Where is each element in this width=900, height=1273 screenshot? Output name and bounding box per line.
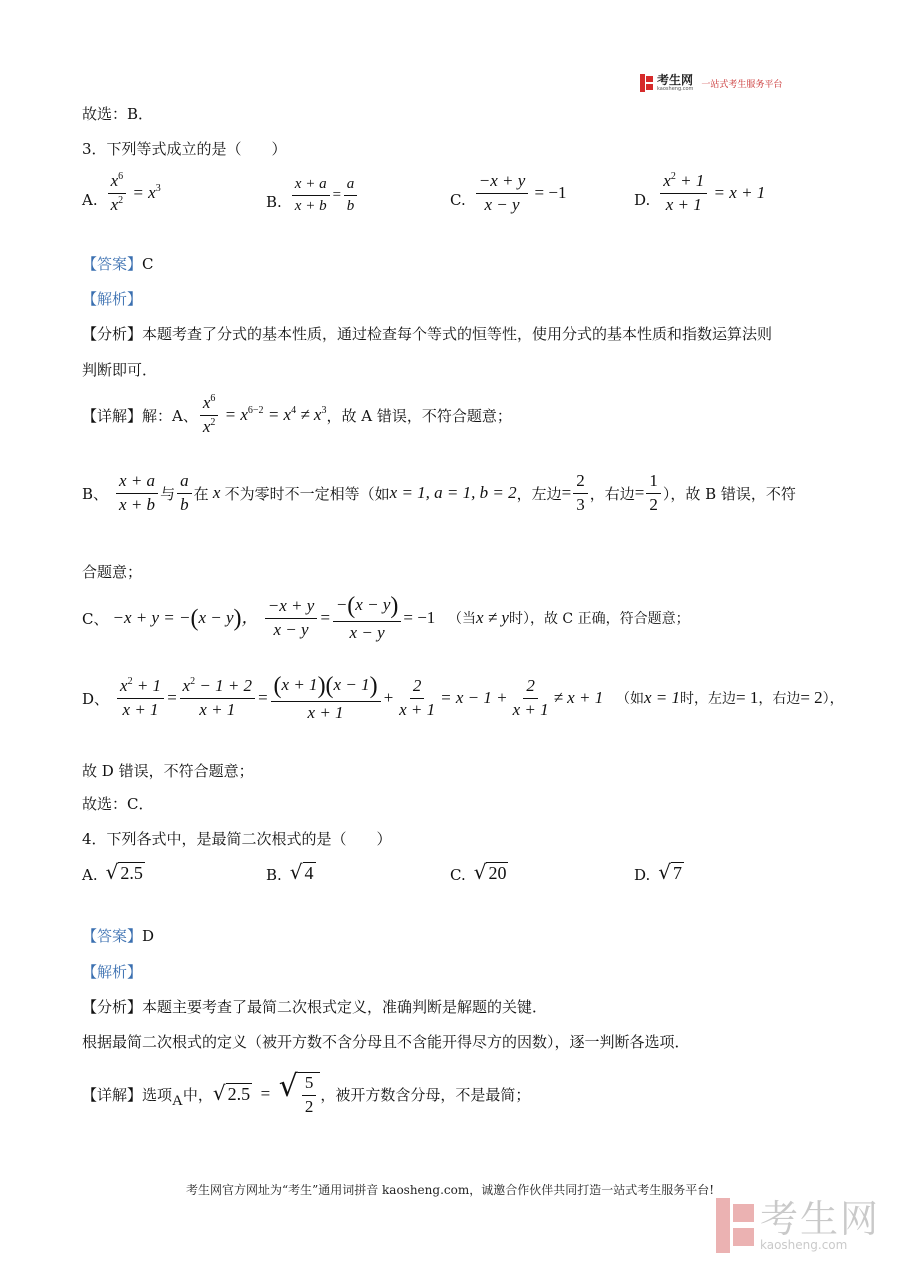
- watermark-logo: [716, 1198, 880, 1253]
- q4-option-c: C. √ 20: [450, 860, 507, 884]
- q3-fenxi-line2: 判断即可．: [82, 361, 158, 379]
- logo-name: 考生网: [657, 73, 694, 87]
- q4-option-a: A. √ 2.5: [82, 860, 143, 884]
- q3-analysis-tag: 【解析】: [82, 290, 143, 308]
- q3-option-c: C. $\frac{-x + y}{x - y}$ = −1: [450, 171, 567, 214]
- q3-detail-a: 【详解】解：A、 $\frac{x^6}{x^2}$ = $x^{6-2} = x^4 \ne x^3$ ，故 A 错误，不符合题意；: [82, 393, 512, 436]
- q3-option-a: A. $\frac{x^6}{x^2}$ = $x^3$: [82, 171, 161, 214]
- logo-domain: kaosheng.com: [657, 86, 694, 92]
- q4-analysis-tag: 【解析】: [82, 963, 143, 981]
- watermark-domain: kaosheng.com: [760, 1237, 848, 1252]
- watermark-name: 考生网: [760, 1196, 881, 1241]
- q3-conclusion: 故选：C．: [82, 795, 154, 813]
- watermark-logo-icon: [716, 1198, 754, 1253]
- q3-fenxi-line1: 【分析】本题考查了分式的基本性质，通过检查每个等式的恒等性，使用分式的基本性质和指数运算法则: [82, 325, 773, 343]
- q4-option-b: B. √ 4: [266, 860, 314, 884]
- q3-detail-d: D、 $\frac{x^2 + 1}{x + 1}$ = $\frac{x^2 - 1 + 2}{x + 1}$ = $\frac{(x + 1)(x - 1)}{x + 1}$ + $\frac{2}{x + 1}$ = x − 1 + $\frac{2}{x + 1}$ ≠ x + 1 （如 x = 1 时，左边 = 1 ，右边 = 2 ），: [82, 673, 844, 723]
- q3-option-b: B. $\frac{x + a}{x + b}$ = $\frac{a}{b}$: [266, 176, 359, 214]
- footer-text: 考生网官方网址为“考生”通用词拼音 kaosheng.com，诚邀合作伙伴共同打造一站式考生服务平台!: [185, 1183, 715, 1197]
- q3-answer: 【答案】C: [82, 255, 154, 273]
- q3-detail-d-line2: 故 D 错误，不符合题意；: [82, 762, 254, 780]
- header-logo: [640, 74, 782, 92]
- q3-detail-c: C、 −x + y = −(x − y)， $\frac{-x + y}{x - y}$ = $\frac{-(x - y)}{x - y}$ = −1 （当 x ≠ y 时），故 C 正确，符合题意；: [82, 593, 690, 643]
- q4-stem: 4．下列各式中，是最简二次根式的是（ ）: [82, 830, 392, 848]
- q2-conclusion: 故选：B．: [82, 105, 154, 123]
- q4-option-d: D. √ 7: [634, 860, 683, 884]
- q3-detail-b-line2: 合题意；: [82, 563, 143, 581]
- q4-rule: 根据最简二次根式的定义（被开方数不含分母且不含能开得尽方的因数），逐一判断各选项．: [82, 1033, 690, 1051]
- q4-fenxi: 【分析】本题主要考查了最简二次根式定义，准确判断是解题的关键．: [82, 998, 548, 1016]
- q4-detail-a: 【详解】选项 A 中， √ 2.5 = √ $\frac{5}{2}$ ，被开方数含分母，不是最简；: [82, 1069, 531, 1116]
- q3-stem: 3．下列等式成立的是（ ）: [82, 140, 287, 158]
- kaosheng-logo-icon: [640, 74, 653, 92]
- logo-slogan: 一站式考生服务平台: [701, 79, 783, 90]
- q4-answer: 【答案】D: [82, 927, 155, 945]
- q3-option-d: D. $\frac{x^2 + 1}{x + 1}$ = x + 1: [634, 171, 766, 214]
- q3-detail-b: B、 $\frac{x + a}{x + b}$ 与 $\frac{a}{b}$ 在 x 不为零时不一定相等（如 x = 1, a = 1, b = 2 ，左边 = $\frac{2}{3}$ ，右边 = $\frac{1}{2}$ ），故 B 错误，不符: [82, 471, 796, 514]
